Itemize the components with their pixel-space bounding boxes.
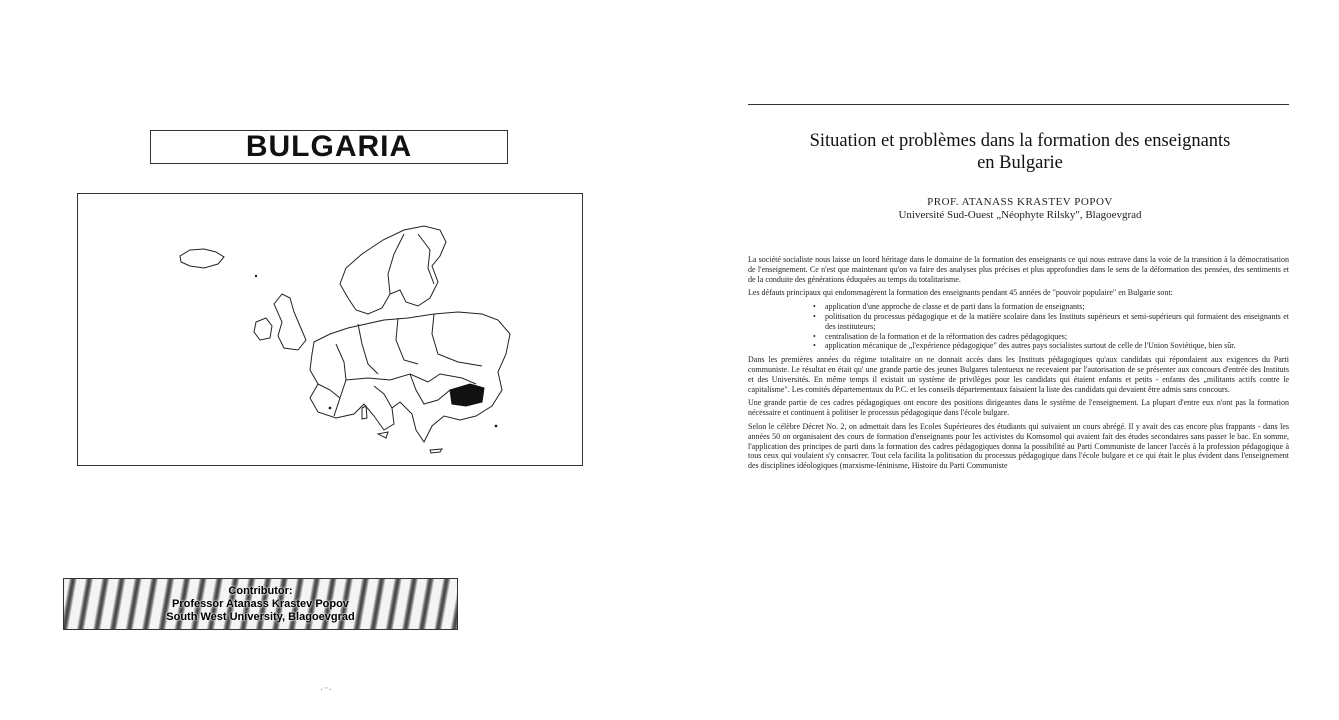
right-page [640,0,1339,720]
cyprus-dot [495,425,498,428]
top-rule [748,104,1289,105]
left-page [0,0,640,720]
article-title-line2: en Bulgarie [977,153,1063,173]
finland-border [418,234,434,284]
list-item: • politisation du processus pédagogique et de la matière scolaire dans les Instituts supérieurs et semi-supérieurs qui formaient des enseignants et des instituteurs; [813,312,1289,332]
sweden-norway-border [388,234,404,294]
body-paragraph: Dans les premières années du régime totalitaire on ne donnait accès dans les Instituts pédagogiques qu'aux candidats qui répondaient aux exigences du Parti communiste. Le résultat en était qu' une grande partie des jeunes Bulgares talentueux ne recevaient par l'autorisation de se présenter aux concours d'entrée des Instituts et des Universités. En même temps il existait un système de privilèges pour les candidats qui étaient enfants et petits - enfants des „militants actifs contre le capitalisme". Les comités départementaux du P.C. et les conseils départementaux faisaient la liste des candidats qui devaient être admis sans concours. [748,355,1289,394]
russia-border [432,314,482,366]
article-title [740,130,1300,174]
body-paragraph: La société socialiste nous laisse un lourd héritage dans le domaine de la formation des enseignants ce qui nous entrave dans la voie de la transition à la démocratisation de l'enseignement. Ce n'est que maintenant qu'on va faire des analyses plus précises et plus approfondies dans le sens de la déformation des pensées, des sentiments et de la conduite des générations éduquées au temps du totalitarisme. [748,255,1289,284]
sardinia-shape [362,406,367,419]
university-name: Université Sud-Ouest „Néophyte Rilsky", Blagoevgrad [898,209,1142,221]
germany-border [358,324,378,374]
article-body [748,255,1289,475]
continent-outline [310,312,510,442]
alps-border [346,374,428,382]
ireland-shape [254,318,272,340]
france-border [334,344,346,416]
body-paragraph: Selon le célèbre Décret No. 2, on admettait dans les Ecoles Supérieures des étudiants qui suivaient un cours abrégé. Il y avait des cas encore plus frappants - dans les années 50 on organisaient des cours de formation d'enseignants pour les activistes du Komsomol qui avaient fait des études secondaires sans passer le bac. En somme, l'application des principes de parti dans la formation des cadres pédagogiques donna la possibilité au Parti Communiste de lancer l'accès à la profession pédagogique à tous ceux qui voulaient s'y consacrer. Tout cela facilita la politisation du processus pédagogique dans l'école bulgare et ce qui était le plus évident dans l'enseignement des disciplines idéologiques (marxisme-léninisme, Histoire du Parti Communiste [748,421,1289,471]
faroe-dot [255,275,257,277]
author-name: PROF. ATANASS KRASTEV POPOV [927,196,1113,208]
europe-map-graphic [78,194,584,467]
country-title: BULGARIA [245,130,413,163]
list-item: • application d'une approche de classe et de parti dans la formation de enseignants; [813,302,1289,312]
contributor-name: Professor Atanass Krastev Popov [172,597,349,610]
body-paragraph: Les défauts principaux qui endommagèrent la formation des enseignants pendant 45 années de "pouvoir populaire" en Bulgarie sont: [748,288,1173,298]
contributor-box [63,578,458,630]
danube-border [428,374,476,384]
crete-shape [430,449,442,453]
body-paragraph: Une grande partie de ces cadres pédagogiques ont encore des positions dirigeantes dans le système de l'enseignement. La plupart d'entre eux n'ont pas la formation nécessaire et continuent à politiser le processus pédagogique dans l'école bulgare. [748,398,1289,418]
balkan-border [410,374,450,404]
contributor-label: Contributor: [228,584,293,597]
iberia-border [318,384,340,398]
defects-list [748,302,1289,351]
scandinavia-shape [340,226,446,314]
scan-speck: ·⁻· [320,685,332,696]
britain-shape [274,294,306,350]
article-title-line1: Situation et problèmes dans la formation des enseignants [809,131,1231,151]
list-item: • centralisation de la formation et de la réformation des cadres pédagogiques; [813,332,1289,342]
contributor-affiliation: South West University, Blagoevgrad [166,610,355,623]
italy-shape [374,386,392,408]
europe-map [77,193,583,466]
country-title-box [150,130,508,164]
malta-dot [329,407,332,410]
sicily-shape [378,432,388,438]
iceland-shape [180,249,224,268]
list-item: • application mécanique de „l'expérience pédagogique" des autres pays socialistes surtout de celle de l'Union Soviétique, bien sûr. [813,341,1289,351]
bulgaria-highlight [450,384,484,406]
poland-border [396,318,418,364]
